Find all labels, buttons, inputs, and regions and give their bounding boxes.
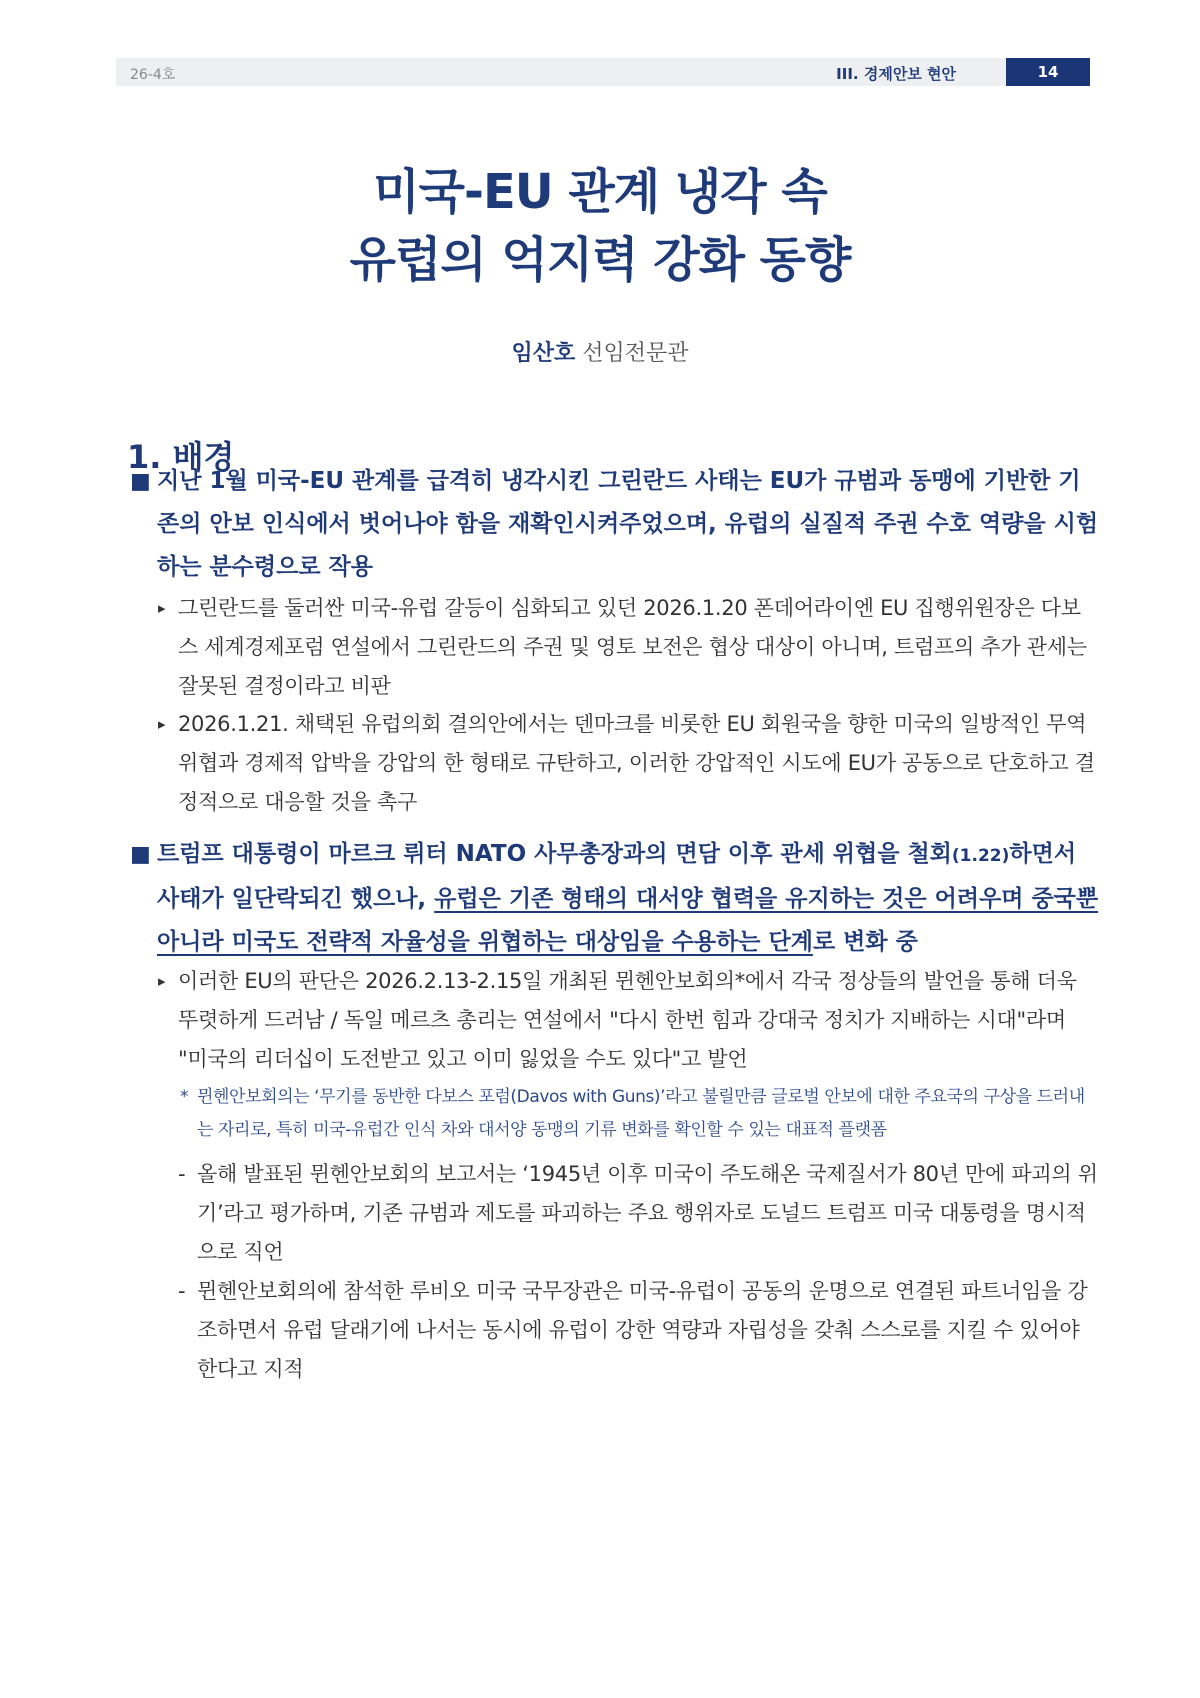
footnote xyxy=(180,1081,1100,1147)
page-number: 14 xyxy=(1006,58,1090,86)
dash-point-1 xyxy=(178,1155,1100,1272)
date-note: (1.22) xyxy=(951,846,1010,866)
sub-point-2-1 xyxy=(158,962,1098,1079)
dash-mark: - xyxy=(178,1162,186,1186)
key-point-2 xyxy=(130,833,1100,964)
sub-point-text: 이러한 EU의 판단은 2026.2.13-2.15일 개최된 뮌헨안보회의*에서 각국 정상들의 발언을 통해 더욱 뚜렷하게 드러남 / 독일 메르츠 총리는 연설에서 "다시 한번 힘과 강대국 정치가 지배하는 시대"라며 "미국의 리더십이 도전받고 있고 이미 잃었을 수도 있다"고 발언 xyxy=(178,969,1077,1071)
sub-point-text: 그린란드를 둘러싼 미국-유럽 갈등이 심화되고 있던 2026.1.20 폰데어라이엔 EU 집행위원장은 다보스 세계경제포럼 연설에서 그린란드의 주권 및 영토 보전은 협상 대상이 아니며, 트럼프의 추가 관세는 잘못된 결정이라고 비판 xyxy=(178,596,1087,698)
arrow-bullet-icon: ▸ xyxy=(158,599,166,617)
sub-point-text: 2026.1.21. 채택된 유럽의회 결의안에서는 덴마크를 비롯한 EU 회원국을 향한 미국의 일방적인 무역 위협과 경제적 압박을 강압의 한 형태로 규탄하고, 이러한 강압적인 시도에 EU가 공동으로 단호하고 결정적으로 대응할 것을 촉구 xyxy=(178,712,1095,814)
dash-point-2 xyxy=(178,1272,1100,1389)
section-heading: 1. 배경 xyxy=(127,438,235,476)
asterisk-mark: * xyxy=(180,1087,189,1107)
dash-point-text: 뮌헨안보회의에 참석한 루비오 미국 국무장관은 미국-유럽이 공동의 운명으로 연결된 파트너임을 강조하면서 유럽 달래기에 나서는 동시에 유럽이 강한 역량과 자립성을 갖춰 스스로를 지킬 수 있어야 한다고 지적 xyxy=(197,1279,1088,1381)
running-header xyxy=(116,58,1090,86)
key-point-1 xyxy=(130,460,1100,589)
square-bullet-icon: ■ xyxy=(130,469,151,494)
title-line-2: 유럽의 억지력 강화 동향 xyxy=(349,232,851,288)
arrow-bullet-icon: ▸ xyxy=(158,715,166,733)
arrow-bullet-icon: ▸ xyxy=(158,972,166,990)
document-title xyxy=(0,158,1200,294)
key-point-text: 지난 1월 미국-EU 관계를 급격히 냉각시킨 그린란드 사태는 EU가 규범과 동맹에 기반한 기존의 안보 인식에서 벗어나야 함을 재확인시켜주었으며, 유럽의 실질적 주권 수호 역량을 시험하는 분수령으로 작용 xyxy=(157,468,1099,580)
footnote-text: 뮌헨안보회의는 ‘무기를 동반한 다보스 포럼(Davos with Guns)’라고 불릴만큼 글로벌 안보에 대한 주요국의 구상을 드러내는 자리로, 특히 미국-유럽간 인식 차와 대서양 동맹의 기류 변화를 확인할 수 있는 대표적 플랫폼 xyxy=(197,1087,1085,1140)
dash-point-text: 올해 발표된 뮌헨안보회의 보고서는 ‘1945년 이후 미국이 주도해온 국제질서가 80년 만에 파괴의 위기’라고 평가하며, 기존 규범과 제도를 파괴하는 주요 행위자로 도널드 트럼프 미국 대통령을 명시적으로 직언 xyxy=(197,1162,1098,1264)
title-line-1: 미국-EU 관계 냉각 속 xyxy=(373,164,827,220)
square-bullet-icon: ■ xyxy=(130,842,151,867)
author-role: 선임전문관 xyxy=(582,341,689,366)
section-name: III. 경제안보 현안 xyxy=(836,65,956,83)
issue-number: 26-4호 xyxy=(130,67,176,83)
author-line xyxy=(0,336,1200,367)
key-point-text: 트럼프 대통령이 마르크 뤼터 NATO 사무총장과의 면담 이후 관세 위협을 철회(1.22)하면서 사태가 일단락되긴 했으나, 유럽은 기존 형태의 대서양 협력을 유지하는 것은 어려우며 중국뿐 아니라 미국도 전략적 자율성을 위협하는 대상임을 수용하는 단계로 변화 중 xyxy=(157,841,1099,955)
dash-mark: - xyxy=(178,1279,186,1303)
underlined-emphasis: 유럽은 기존 형태의 대서양 협력을 유지하는 것은 어려우며 중국뿐 아니라 미국도 전략적 자율성을 위협하는 대상임을 수용하는 단계 xyxy=(157,886,1099,955)
sub-point-1-1 xyxy=(158,589,1098,706)
sub-point-1-2 xyxy=(158,705,1098,822)
author-name: 임산호 xyxy=(511,341,576,366)
